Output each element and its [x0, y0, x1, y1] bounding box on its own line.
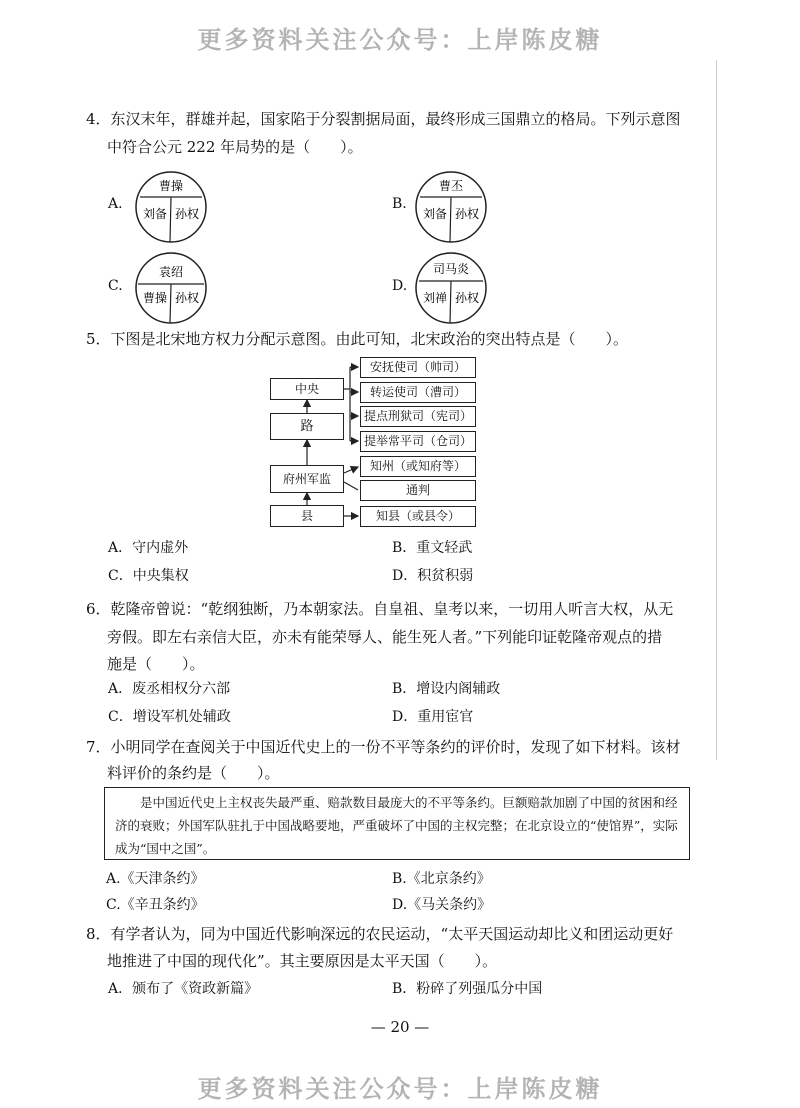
q4-option-c-right: 孙权	[174, 291, 200, 305]
q6-option-d[interactable]: D．重用宦官	[392, 709, 474, 725]
q8-stem-line1: 8．有学者认为，同为中国近代影响深远的农民运动，“太平天国运动却比义和团运动更好	[86, 925, 674, 943]
q7-material-passage: 是中国近代史上主权丧失最严重、赔款数目最庞大的不平等条约。巨额赔款加剧了中国的贫困和经济的衰败；外国军队驻扎于中国战略要地，严重破坏了中国的主权完整；在北京设立的“使馆界”，实际成为“国中之国”。	[104, 787, 690, 860]
q4-option-a-right: 孙权	[174, 207, 200, 221]
q7-option-b[interactable]: B.《北京条约》	[392, 871, 491, 887]
q7-option-a[interactable]: A.《天津条约》	[106, 871, 205, 887]
q7-stem-line1: 7．小明同学在查阅关于中国近代史上的一份不平等条约的评价时，发现了如下材料。该材	[86, 738, 681, 756]
q4-option-d-top: 司马炎	[432, 262, 470, 276]
q8-stem-line2: 地推进了中国的现代化”。其主要原因是太平天国（ ）。	[107, 952, 498, 970]
page-edge-line	[716, 60, 717, 760]
q5-box-route: 路	[270, 413, 344, 440]
q6-stem-line3: 施是（ ）。	[107, 655, 205, 673]
q5-option-c[interactable]: C．中央集权	[108, 568, 189, 584]
q5-box-route-office-3: 提点刑狱司（宪司）	[360, 406, 476, 427]
q5-box-route-office-1: 安抚使司（帅司）	[360, 357, 476, 378]
q4-option-a-top: 曹操	[158, 179, 184, 193]
q4-option-c-top: 袁绍	[158, 265, 184, 279]
q6-option-b[interactable]: B．增设内阁辅政	[392, 681, 501, 697]
top-watermark-banner: 更多资料关注公众号：上岸陈皮糖	[197, 26, 603, 54]
q6-option-c[interactable]: C．增设军机处辅政	[108, 709, 231, 725]
q8-option-a[interactable]: A．颁布了《资政新篇》	[108, 981, 259, 997]
q5-box-county-magistrate: 知县（或县令）	[360, 506, 476, 527]
q5-box-county: 县	[270, 505, 344, 527]
q4-option-b-left: 刘备	[422, 207, 448, 221]
q4-option-b-top: 曹丕	[438, 179, 464, 193]
q5-box-route-office-4: 提举常平司（仓司）	[360, 431, 476, 452]
q7-option-d[interactable]: D.《马关条约》	[392, 897, 492, 913]
q5-option-d[interactable]: D．积贫积弱	[392, 568, 474, 584]
q4-stem-line1: 4．东汉末年，群雄并起，国家陷于分裂割据局面，最终形成三国鼎立的格局。下列示意图	[86, 110, 681, 128]
q4-option-c-letter[interactable]: C.	[108, 278, 123, 294]
q4-option-d-letter[interactable]: D.	[392, 278, 408, 294]
q7-option-c[interactable]: C.《辛丑条约》	[106, 897, 205, 913]
q4-stem-line2: 中符合公元 222 年局势的是（ ）。	[107, 138, 363, 156]
q4-option-d-right: 孙权	[454, 291, 480, 305]
q6-stem-line2: 旁假。即左右亲信大臣，亦未有能荣辱人、能生死人者。”下列能印证乾隆帝观点的措	[107, 628, 663, 646]
q5-option-b[interactable]: B．重文轻武	[392, 540, 473, 556]
q5-stem-line1: 5．下图是北宋地方权力分配示意图。由此可知，北宋政治的突出特点是（ ）。	[86, 330, 629, 348]
bottom-watermark-banner: 更多资料关注公众号：上岸陈皮糖	[197, 1075, 603, 1103]
q4-option-a-left: 刘备	[142, 207, 168, 221]
q4-option-a-letter[interactable]: A.	[108, 196, 123, 212]
q5-box-prefect: 知州（或知府等）	[360, 456, 476, 477]
q4-option-d-pie	[414, 251, 488, 325]
q4-option-b-right: 孙权	[454, 207, 480, 221]
q4-option-d-left: 刘禅	[422, 291, 448, 305]
q7-stem-line2: 料评价的条约是（ ）。	[107, 764, 280, 782]
q5-box-tongpan: 通判	[360, 480, 476, 501]
q4-option-a-pie	[134, 170, 208, 244]
q4-option-b-letter[interactable]: B.	[392, 196, 407, 212]
q6-option-a[interactable]: A．废丞相权分六部	[108, 681, 231, 697]
q4-option-c-pie	[134, 251, 208, 325]
q5-box-route-office-2: 转运使司（漕司）	[360, 382, 476, 403]
q5-option-a[interactable]: A．守内虚外	[108, 540, 189, 556]
q4-option-b-pie	[414, 170, 488, 244]
q5-box-central: 中央	[270, 378, 344, 400]
page-number: — 20 —	[370, 1018, 430, 1036]
q5-box-prefecture: 府州军监	[270, 465, 344, 493]
q6-stem-line1: 6．乾隆帝曾说：“乾纲独断，乃本朝家法。自皇祖、皇考以来，一切用人听言大权，从无	[86, 600, 674, 618]
q8-option-b[interactable]: B．粉碎了列强瓜分中国	[392, 981, 543, 997]
q5-power-diagram	[270, 355, 490, 527]
q4-option-c-left: 曹操	[142, 291, 168, 305]
